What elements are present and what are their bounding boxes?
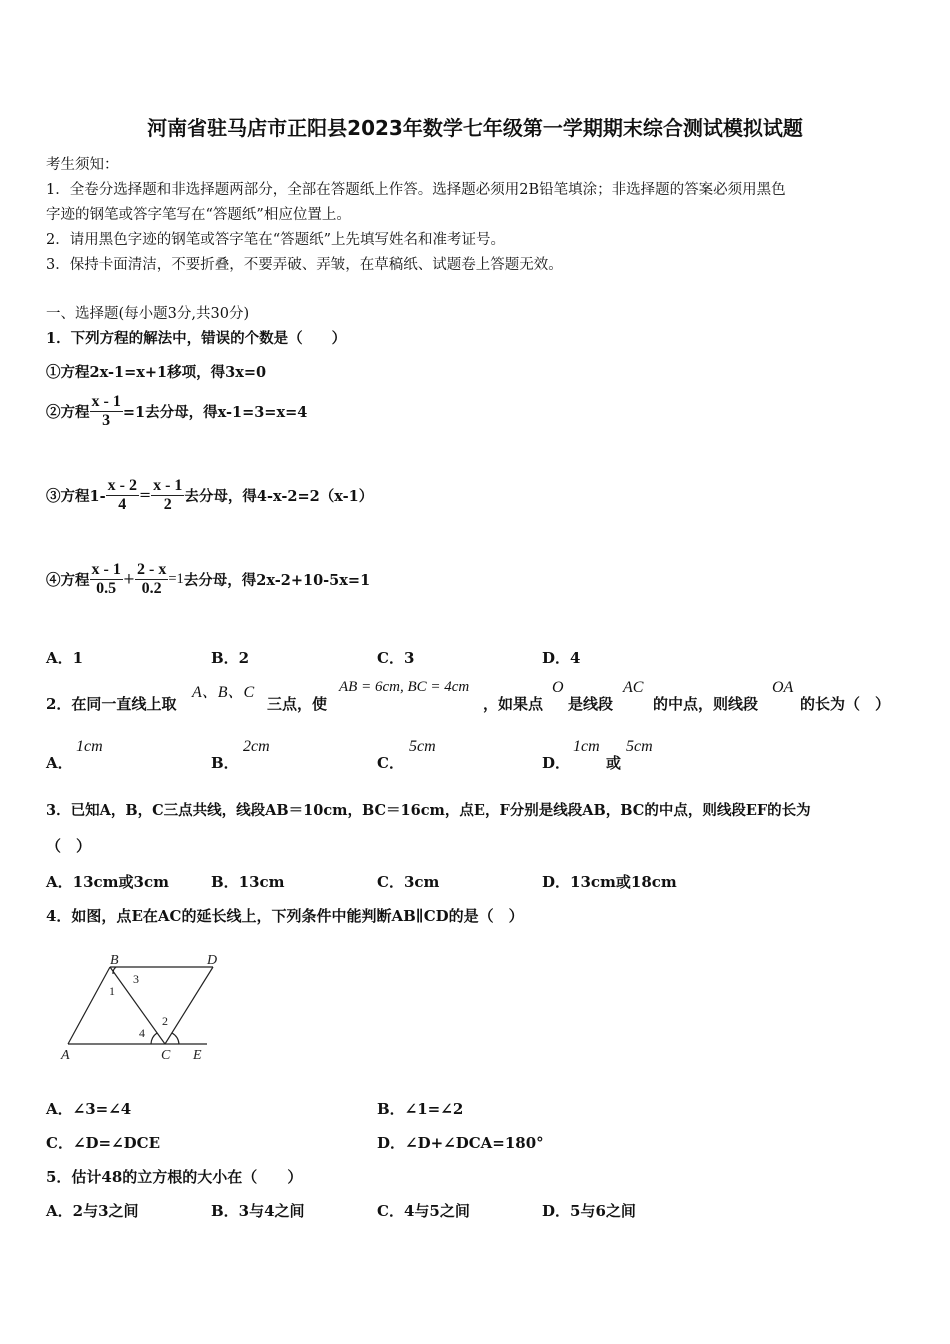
q4-figure (55, 945, 225, 1070)
q3-option-d: D．13cm或18cm (542, 873, 677, 891)
q2-text-2: 三点，使 (267, 695, 328, 713)
label-b: B (110, 953, 119, 968)
angle-label-3: 3 (133, 972, 139, 986)
q3-stem-2: （ ） (46, 837, 92, 855)
q4-stem: 4．如图，点E在AC的延长线上，下列条件中能判断AB∥CD的是（ ） (46, 907, 524, 925)
notice-line-1b: 字迹的钢笔或答字笔写在“答题纸”相应位置上。 (46, 207, 351, 223)
angle-label-4: 4 (139, 1026, 145, 1040)
q2-text-6: 的长为（ ） (800, 695, 891, 713)
page-title: 河南省驻马店市正阳县2023年数学七年级第一学期期末综合测试模拟试题 (147, 116, 803, 140)
notice-heading: 考生须知： (46, 157, 119, 173)
q2-text-4: 是线段 (568, 695, 614, 713)
fraction: $\frac{x - 2}{4}$ (107, 477, 137, 513)
q2-lengths: AB = 6cm, BC = 4cm (339, 679, 470, 695)
section-heading: 一、选择题(每小题3分,共30分) (46, 306, 250, 322)
q2-point-o: O (552, 679, 564, 696)
q4-option-c: C．∠D=∠DCE (46, 1134, 161, 1152)
q5-option-d: D．5与6之间 (542, 1202, 636, 1220)
q2-option-a: A． (46, 754, 73, 772)
q3-option-a: A．13cm或3cm (46, 873, 169, 891)
q3-option-b: B．13cm (211, 873, 285, 891)
q3-stem-1: 3．已知A，B，C三点共线，线段AB＝10cm，BC＝16cm，点E，F分别是线段AB，BC的中点，则线段EF的长为 (46, 802, 811, 819)
fraction: $\frac{2 - x}{0.2}$ (136, 561, 167, 597)
q2-option-d-value-2: 5cm (626, 738, 653, 755)
angle-arc-4 (151, 1033, 157, 1044)
q1-item-4: ④方程 $\frac{x - 1}{0.5}$ + $\frac{2 - x}{0.2}$ =1去分母，得2x-2+10-5x=1 (46, 561, 371, 597)
angle-label-2: 2 (162, 1014, 168, 1028)
q4-option-b: B．∠1=∠2 (377, 1100, 464, 1118)
q2-segment-oa: OA (772, 679, 794, 696)
q1-option-c: C．3 (377, 649, 415, 667)
q1-option-b: B．2 (211, 649, 250, 667)
label-a: A (61, 1048, 70, 1063)
label-c: C (161, 1048, 171, 1063)
fraction: $\frac{x - 1}{0.5}$ (91, 561, 121, 597)
q2-option-c-value: 5cm (409, 738, 436, 755)
label-e: E (193, 1048, 202, 1063)
q3-option-c: C．3cm (377, 873, 440, 891)
q1-item-1: ①方程2x-1=x+1移项，得3x=0 (46, 364, 267, 381)
q2-text-3: ，如果点 (483, 695, 544, 713)
angle-arc-2 (172, 1033, 179, 1044)
notice-line-3: 3．保持卡面清洁，不要折叠，不要弄破、弄皱，在草稿纸、试题卷上答题无效。 (46, 257, 563, 273)
q5-stem: 5．估计48的立方根的大小在（ ） (46, 1168, 303, 1186)
line-ab (68, 967, 110, 1044)
q1-item-3: ③方程1- $\frac{x - 2}{4}$ = $\frac{x - 1}{2}$ 去分母，得4-x-2=2（x-1） (46, 477, 374, 513)
q4-option-d: D．∠D+∠DCA=180° (377, 1134, 544, 1152)
q4-option-a: A．∠3=∠4 (46, 1100, 132, 1118)
q2-option-d-or: 或 (606, 754, 622, 772)
q1-option-d: D．4 (542, 649, 581, 667)
line-dc (165, 967, 213, 1044)
fraction: $\frac{x - 1}{2}$ (153, 477, 183, 513)
q2-option-b-value: 2cm (243, 738, 270, 755)
q2-option-d: D． (542, 754, 571, 772)
q2-text-5: 的中点，则线段 (653, 695, 759, 713)
fraction: $\frac{x - 1}{3}$ (91, 393, 121, 429)
q2-option-b: B． (211, 754, 239, 772)
q2-option-d-value-1: 1cm (573, 738, 600, 755)
notice-line-1a: 1．全卷分选择题和非选择题两部分，全部在答题纸上作答。选择题必须用2B铅笔填涂；非选择题的答案必须用黑色 (46, 182, 786, 198)
q1-option-a: A．1 (46, 649, 84, 667)
label-d: D (207, 953, 218, 968)
q2-option-a-value: 1cm (76, 738, 103, 755)
angle-label-1: 1 (109, 984, 115, 998)
q2-option-c: C． (377, 754, 404, 772)
q1-stem: 1．下列方程的解法中，错误的个数是（ ） (46, 330, 347, 347)
q2-text-1: 2．在同一直线上取 (46, 695, 177, 713)
q2-points: A、B、C (192, 684, 255, 701)
q2-segment-ac: AC (623, 679, 644, 696)
q5-option-b: B．3与4之间 (211, 1202, 305, 1220)
q5-option-a: A．2与3之间 (46, 1202, 139, 1220)
q5-option-c: C．4与5之间 (377, 1202, 470, 1220)
notice-line-2: 2．请用黑色字迹的钢笔或答字笔在“答题纸”上先填写姓名和准考证号。 (46, 232, 506, 248)
q1-item-2: ②方程 $\frac{x - 1}{3}$ =1去分母，得x-1=3=x=4 (46, 393, 308, 429)
